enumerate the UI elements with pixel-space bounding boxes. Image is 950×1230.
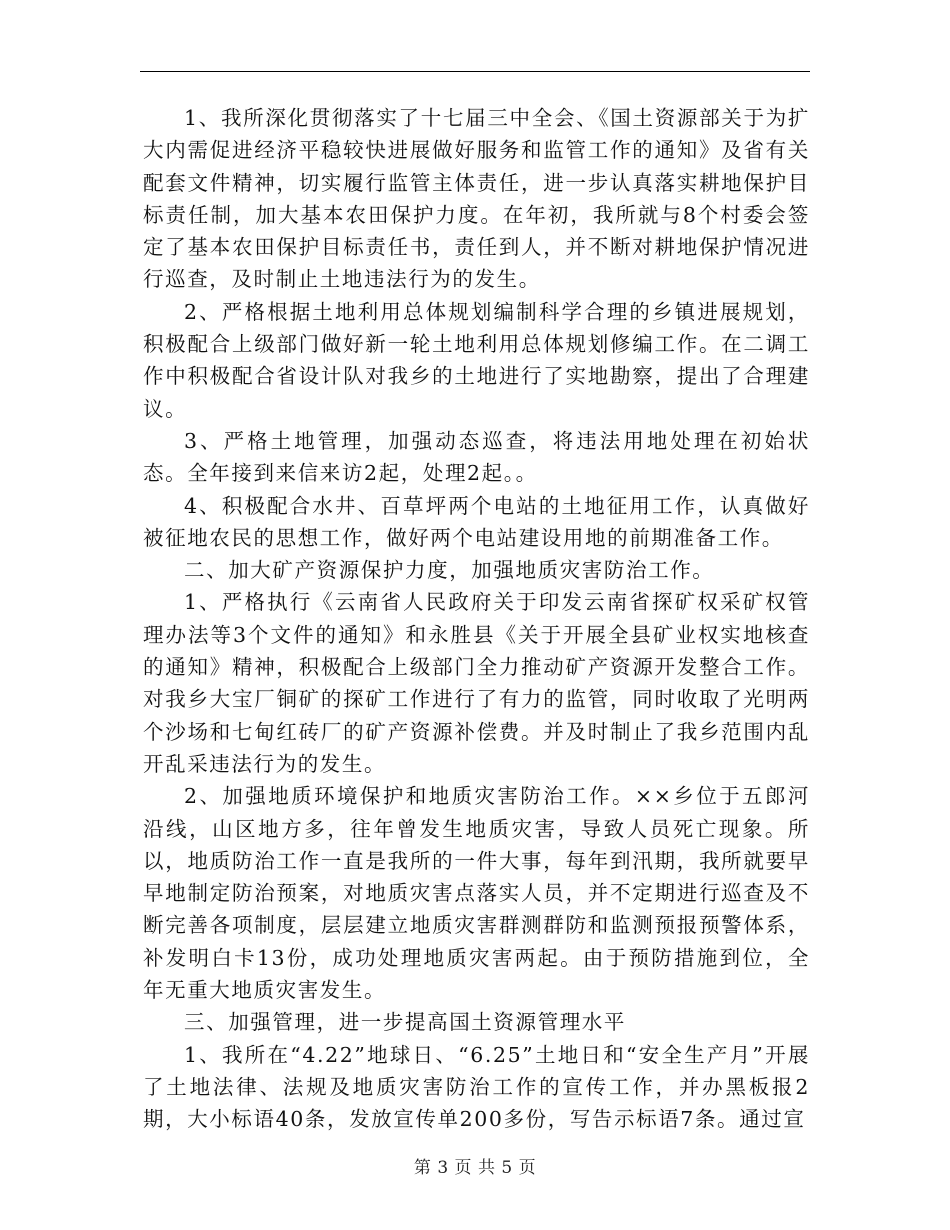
page-number: 第 3 页 共 5 页 xyxy=(413,1158,537,1178)
paragraph: 1、我所在“4.22”地球日、“6.25”土地日和“安全生产月”开展了土地法律、法规及地质灾害防治工作的宣传工作，并办黑板报2期，大小标语40条，发放宣传单200多份，写告示标语7条。通过宣 xyxy=(143,1042,810,1132)
paragraph: 2、加强地质环境保护和地质灾害防治工作。××乡位于五郎河沿线，山区地方多，往年曾发生地质灾害，导致人员死亡现象。所以，地质防治工作一直是我所的一件大事，每年到汛期，我所就要早早地制定防治预案，对地质灾害点落实人员，并不定期进行巡查及不断完善各项制度，层层建立地质灾害群测群防和监测预报预警体系，补发明白卡13份，成功处理地质灾害两起。由于预防措施到位，全年无重大地质灾害发生。 xyxy=(143,784,810,1003)
paragraph: 1、严格执行《云南省人民政府关于印发云南省探矿权采矿权管理办法等3个文件的通知》和永胜县《关于开展全县矿业权实地核查的通知》精神，积极配合上级部门全力推动矿产资源开发整合工作。对我乡大宝厂铜矿的探矿工作进行了有力的监管，同时收取了光明两个沙场和七甸红砖厂的矿产资源补偿费。并及时制止了我乡范围内乱开乱采违法行为的发生。 xyxy=(143,590,810,776)
paragraph: 1、我所深化贯彻落实了十七届三中全会、《国土资源部关于为扩大内需促进经济平稳较快进展做好服务和监管工作的通知》及省有关配套文件精神，切实履行监管主体责任，进一步认真落实耕地保护目标责任制，加大基本农田保护力度。在年初，我所就与8个村委会签定了基本农田保护目标责任书，责任到人，并不断对耕地保护情况进行巡查，及时制止土地违法行为的发生。 xyxy=(143,106,810,292)
paragraph: 3、严格土地管理，加强动态巡查，将违法用地处理在初始状态。全年接到来信来访2起，处理2起。。 xyxy=(143,428,810,486)
page-footer xyxy=(0,1153,950,1178)
paragraph: 2、严格根据土地利用总体规划编制科学合理的乡镇进展规划，积极配合上级部门做好新一轮土地利用总体规划修编工作。在二调工作中积极配合省设计队对我乡的土地进行了实地勘察，提出了合理建议。 xyxy=(143,299,810,421)
section-heading: 三、加强管理，进一步提高国土资源管理水平 xyxy=(184,1010,626,1035)
document-body xyxy=(143,102,810,1136)
header-rule xyxy=(140,71,810,72)
section-heading: 二、加大矿产资源保护力度，加强地质灾害防治工作。 xyxy=(184,558,715,583)
paragraph: 4、积极配合水井、百草坪两个电站的土地征用工作，认真做好被征地农民的思想工作，做好两个电站建设用地的前期准备工作。 xyxy=(143,493,810,550)
